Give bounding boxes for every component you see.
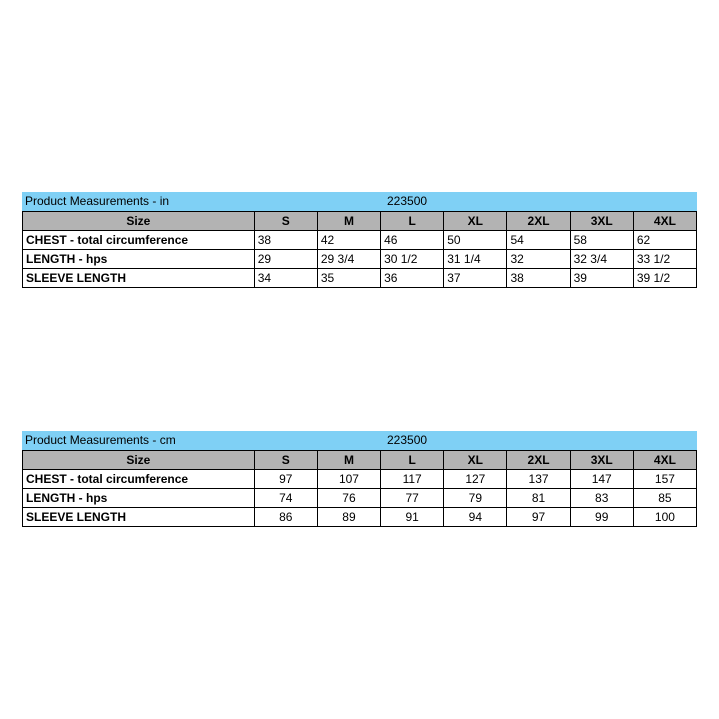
size-table <box>22 450 697 527</box>
header-cell-size: Size <box>23 212 255 231</box>
row-label: SLEEVE LENGTH <box>23 269 255 288</box>
table-cell: 107 <box>317 470 380 489</box>
header-cell-s: S <box>254 451 317 470</box>
table-cell: 32 <box>507 250 570 269</box>
row-label: CHEST - total circumference <box>23 470 255 489</box>
header-cell-3xl: 3XL <box>570 212 633 231</box>
header-cell-4xl: 4XL <box>633 212 696 231</box>
table-row-sleeve <box>23 508 697 527</box>
header-cell-size: Size <box>23 451 255 470</box>
table-cell: 31 1/4 <box>444 250 507 269</box>
header-cell-2xl: 2XL <box>507 212 570 231</box>
table-cell: 39 1/2 <box>633 269 696 288</box>
table-cell: 54 <box>507 231 570 250</box>
table-cell: 137 <box>507 470 570 489</box>
table-cell: 38 <box>507 269 570 288</box>
table-cell: 46 <box>381 231 444 250</box>
table-cell: 86 <box>254 508 317 527</box>
header-cell-xl: XL <box>444 212 507 231</box>
table-cell: 97 <box>507 508 570 527</box>
table-cell: 81 <box>507 489 570 508</box>
header-cell-3xl: 3XL <box>570 451 633 470</box>
table-cell: 157 <box>633 470 696 489</box>
table-cell: 50 <box>444 231 507 250</box>
table-cell: 100 <box>633 508 696 527</box>
table-cell: 39 <box>570 269 633 288</box>
table-cell: 42 <box>317 231 380 250</box>
header-cell-s: S <box>254 212 317 231</box>
table-row-chest <box>23 231 697 250</box>
table-cell: 117 <box>381 470 444 489</box>
header-cell-m: M <box>317 451 380 470</box>
size-table <box>22 211 697 288</box>
table-cell: 94 <box>444 508 507 527</box>
header-cell-l: L <box>381 451 444 470</box>
table-row-length <box>23 250 697 269</box>
table-row-sleeve <box>23 269 697 288</box>
table-cell: 35 <box>317 269 380 288</box>
header-cell-xl: XL <box>444 451 507 470</box>
product-sku: 223500 <box>387 194 428 208</box>
table-cell: 74 <box>254 489 317 508</box>
row-label: LENGTH - hps <box>23 489 255 508</box>
table-cell: 85 <box>633 489 696 508</box>
table-cell: 29 <box>254 250 317 269</box>
header-row <box>23 451 697 470</box>
table-cell: 29 3/4 <box>317 250 380 269</box>
table-row-chest <box>23 470 697 489</box>
table-cell: 147 <box>570 470 633 489</box>
table-cell: 32 3/4 <box>570 250 633 269</box>
table-title: Product Measurements - cm <box>25 433 176 447</box>
table-row-length <box>23 489 697 508</box>
measurements-table-cm <box>22 431 697 527</box>
measurements-table-inches <box>22 192 697 288</box>
table-cell: 58 <box>570 231 633 250</box>
row-label: LENGTH - hps <box>23 250 255 269</box>
table-cell: 91 <box>381 508 444 527</box>
product-sku: 223500 <box>387 433 428 447</box>
table-cell: 79 <box>444 489 507 508</box>
table-cell: 36 <box>381 269 444 288</box>
table-title-bar <box>22 192 697 211</box>
table-cell: 37 <box>444 269 507 288</box>
header-cell-4xl: 4XL <box>633 451 696 470</box>
table-cell: 89 <box>317 508 380 527</box>
row-label: SLEEVE LENGTH <box>23 508 255 527</box>
table-cell: 83 <box>570 489 633 508</box>
table-cell: 38 <box>254 231 317 250</box>
header-cell-l: L <box>381 212 444 231</box>
table-cell: 77 <box>381 489 444 508</box>
table-cell: 127 <box>444 470 507 489</box>
table-title-bar <box>22 431 697 450</box>
row-label: CHEST - total circumference <box>23 231 255 250</box>
table-title: Product Measurements - in <box>25 194 170 208</box>
table-cell: 97 <box>254 470 317 489</box>
table-cell: 62 <box>633 231 696 250</box>
table-cell: 76 <box>317 489 380 508</box>
header-row <box>23 212 697 231</box>
table-cell: 33 1/2 <box>633 250 696 269</box>
table-cell: 34 <box>254 269 317 288</box>
header-cell-m: M <box>317 212 380 231</box>
table-cell: 99 <box>570 508 633 527</box>
table-cell: 30 1/2 <box>381 250 444 269</box>
header-cell-2xl: 2XL <box>507 451 570 470</box>
